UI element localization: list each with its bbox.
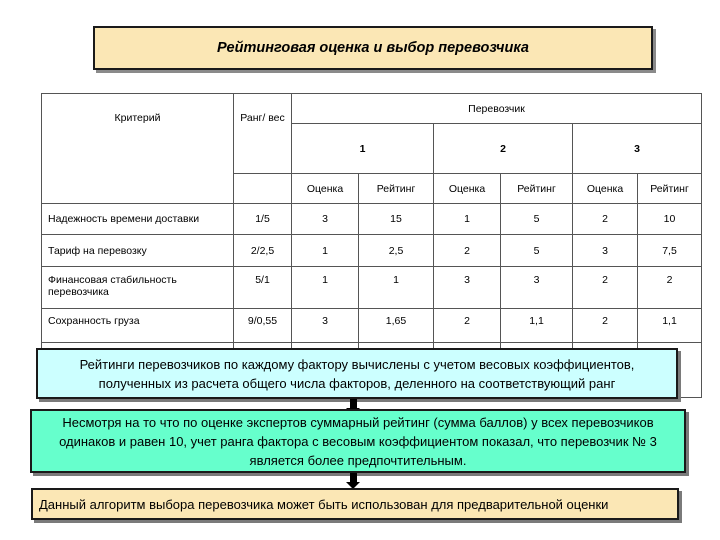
value-cell: 1,1 — [638, 309, 702, 343]
value-cell: 2 — [434, 309, 501, 343]
value-cell: 3 — [292, 309, 359, 343]
rank-cell: 5/1 — [234, 267, 292, 309]
value-cell: 5 — [501, 235, 573, 267]
table-row — [42, 235, 702, 267]
title-box — [93, 26, 653, 70]
value-cell: 1 — [292, 267, 359, 309]
criterion-cell: Финансовая стабильность перевозчика — [42, 267, 234, 309]
note-weighting — [36, 348, 678, 399]
note-algorithm-text: Данный алгоритм выбора перевозчика может быть использован для предварительной оценки — [39, 496, 609, 512]
value-cell: 7,5 — [638, 235, 702, 267]
value-cell: 2 — [573, 309, 638, 343]
table-row — [42, 267, 702, 309]
header-criterion: Критерий — [42, 94, 234, 204]
arrow-down-icon — [350, 399, 357, 409]
subheader-rating-3: Рейтинг — [638, 174, 702, 204]
note-weighting-text: Рейтинги перевозчиков по каждому фактору вычислены с учетом весовых коэффициентов, полученных из расчета общего числа факторов, деленного на соответствующий ранг — [79, 356, 635, 391]
header-carrier-1: 1 — [292, 124, 434, 174]
rank-cell: 9/0,55 — [234, 309, 292, 343]
value-cell: 1,1 — [501, 309, 573, 343]
value-cell: 2,5 — [359, 235, 434, 267]
subheader-score-3: Оценка — [573, 174, 638, 204]
rank-cell: 1/5 — [234, 204, 292, 235]
subheader-score-1: Оценка — [292, 174, 359, 204]
value-cell: 3 — [434, 267, 501, 309]
criterion-cell: Тариф на перевозку — [42, 235, 234, 267]
subheader-rating-1: Рейтинг — [359, 174, 434, 204]
note-conclusion-text: Несмотря на то что по оценке экспертов суммарный рейтинг (сумма баллов) у всех перевозчиков одинаков и равен 10, учет ранга фактора с весовым коэффициентом показал, что перевозчик № 3 является более предпочтительным. — [59, 414, 657, 468]
header-blank — [234, 174, 292, 204]
arrow-down-icon — [350, 473, 357, 483]
value-cell: 1 — [434, 204, 501, 235]
table-row — [42, 204, 702, 235]
value-cell: 2 — [638, 267, 702, 309]
page-title: Рейтинговая оценка и выбор перевозчика — [217, 40, 529, 56]
value-cell: 3 — [573, 235, 638, 267]
value-cell: 2 — [573, 204, 638, 235]
subheader-score-2: Оценка — [434, 174, 501, 204]
rank-cell: 2/2,5 — [234, 235, 292, 267]
criterion-cell: Сохранность груза — [42, 309, 234, 343]
value-cell: 1 — [292, 235, 359, 267]
value-cell: 3 — [292, 204, 359, 235]
table-row — [42, 309, 702, 343]
subheader-rating-2: Рейтинг — [501, 174, 573, 204]
value-cell: 1,65 — [359, 309, 434, 343]
criterion-cell: Надежность времени доставки — [42, 204, 234, 235]
note-conclusion — [30, 409, 686, 473]
value-cell: 10 — [638, 204, 702, 235]
value-cell: 5 — [501, 204, 573, 235]
value-cell: 15 — [359, 204, 434, 235]
value-cell: 2 — [573, 267, 638, 309]
header-carrier-3: 3 — [573, 124, 702, 174]
value-cell: 3 — [501, 267, 573, 309]
value-cell: 2 — [434, 235, 501, 267]
header-carrier: Перевозчик — [292, 94, 702, 124]
value-cell: 1 — [359, 267, 434, 309]
header-rank: Ранг/ вес — [234, 94, 292, 174]
header-carrier-2: 2 — [434, 124, 573, 174]
note-algorithm — [31, 488, 679, 520]
